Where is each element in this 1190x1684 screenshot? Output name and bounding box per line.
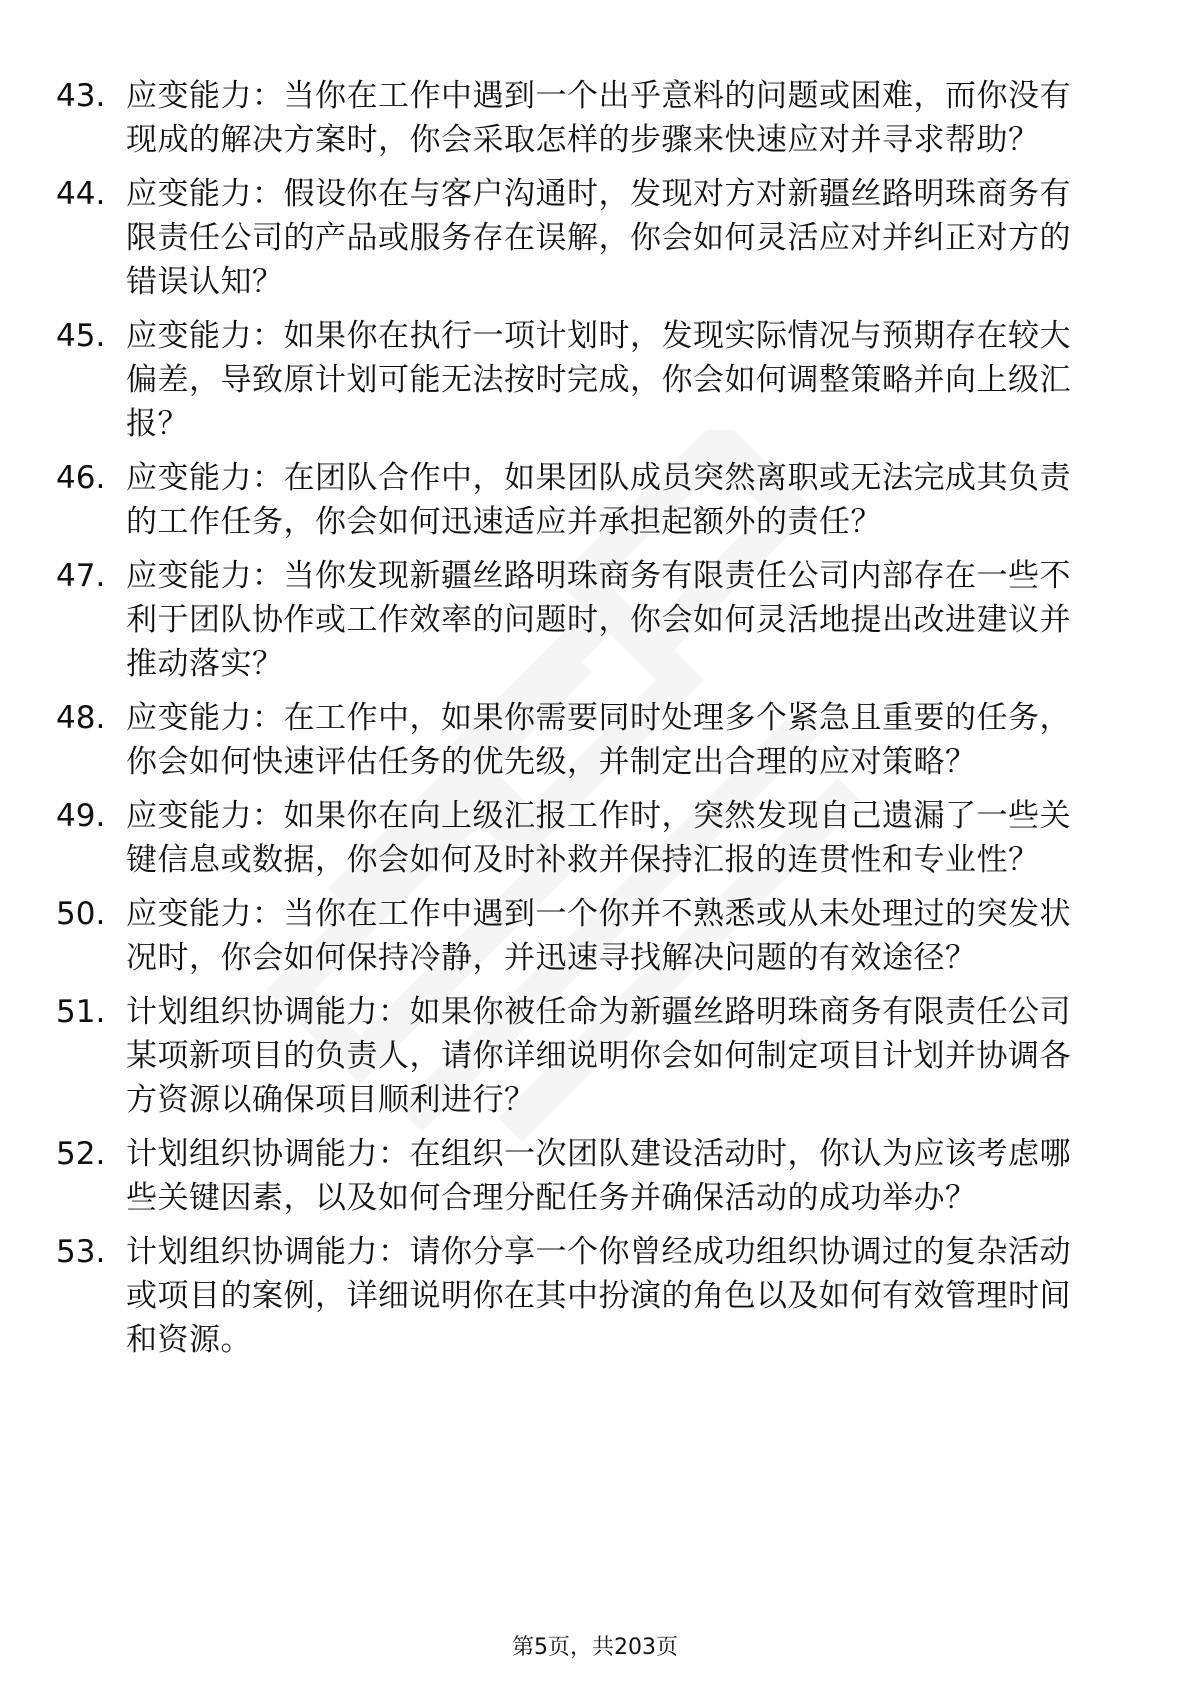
question-text: 应变能力：如果你在向上级汇报工作时，突然发现自己遗漏了一些关键信息或数据，你会如何及时补救并保持汇报的连贯性和专业性？ bbox=[126, 798, 1071, 878]
question-number: 49. bbox=[56, 798, 106, 834]
question-number: 43. bbox=[56, 78, 106, 114]
list-item bbox=[56, 1132, 1116, 1220]
question-text: 应变能力：如果你在执行一项计划时，发现实际情况与预期存在较大偏差，导致原计划可能无法按时完成，你会如何调整策略并向上级汇报？ bbox=[126, 318, 1071, 442]
question-text: 应变能力：在工作中，如果你需要同时处理多个紧急且重要的任务，你会如何快速评估任务的优先级，并制定出合理的应对策略？ bbox=[126, 700, 1071, 780]
page-footer bbox=[0, 1630, 1190, 1661]
question-text: 应变能力：当你在工作中遇到一个出乎意料的问题或困难，而你没有现成的解决方案时，你会采取怎样的步骤来快速应对并寻求帮助？ bbox=[126, 78, 1071, 158]
question-number: 51. bbox=[56, 994, 106, 1030]
question-number: 45. bbox=[56, 318, 106, 354]
list-item bbox=[56, 696, 1116, 784]
question-number: 47. bbox=[56, 558, 106, 594]
list-item bbox=[56, 74, 1116, 162]
question-list bbox=[56, 74, 1116, 1372]
list-item bbox=[56, 794, 1116, 882]
question-text: 应变能力：假设你在与客户沟通时，发现对方对新疆丝路明珠商务有限责任公司的产品或服务存在误解，你会如何灵活应对并纠正对方的错误认知？ bbox=[126, 176, 1071, 300]
list-item bbox=[56, 172, 1116, 304]
question-number: 52. bbox=[56, 1136, 106, 1172]
question-text: 应变能力：在团队合作中，如果团队成员突然离职或无法完成其负责的工作任务，你会如何迅速适应并承担起额外的责任？ bbox=[126, 460, 1071, 540]
question-text: 计划组织协调能力：如果你被任命为新疆丝路明珠商务有限责任公司某项新项目的负责人，请你详细说明你会如何制定项目计划并协调各方资源以确保项目顺利进行？ bbox=[126, 994, 1071, 1118]
list-item bbox=[56, 1230, 1116, 1362]
page-number-label: 第5页，共203页 bbox=[512, 1635, 678, 1660]
list-item bbox=[56, 456, 1116, 544]
question-number: 50. bbox=[56, 896, 106, 932]
list-item bbox=[56, 554, 1116, 686]
list-item bbox=[56, 314, 1116, 446]
question-number: 44. bbox=[56, 176, 106, 212]
question-text: 计划组织协调能力：请你分享一个你曾经成功组织协调过的复杂活动或项目的案例，详细说明你在其中扮演的角色以及如何有效管理时间和资源。 bbox=[126, 1234, 1071, 1358]
question-text: 应变能力：当你发现新疆丝路明珠商务有限责任公司内部存在一些不利于团队协作或工作效率的问题时，你会如何灵活地提出改进建议并推动落实？ bbox=[126, 558, 1071, 682]
list-item bbox=[56, 990, 1116, 1122]
question-text: 计划组织协调能力：在组织一次团队建设活动时，你认为应该考虑哪些关键因素，以及如何合理分配任务并确保活动的成功举办？ bbox=[126, 1136, 1071, 1216]
question-number: 48. bbox=[56, 700, 106, 736]
question-text: 应变能力：当你在工作中遇到一个你并不熟悉或从未处理过的突发状况时，你会如何保持冷静，并迅速寻找解决问题的有效途径？ bbox=[126, 896, 1071, 976]
list-item bbox=[56, 892, 1116, 980]
question-number: 46. bbox=[56, 460, 106, 496]
question-number: 53. bbox=[56, 1234, 106, 1270]
